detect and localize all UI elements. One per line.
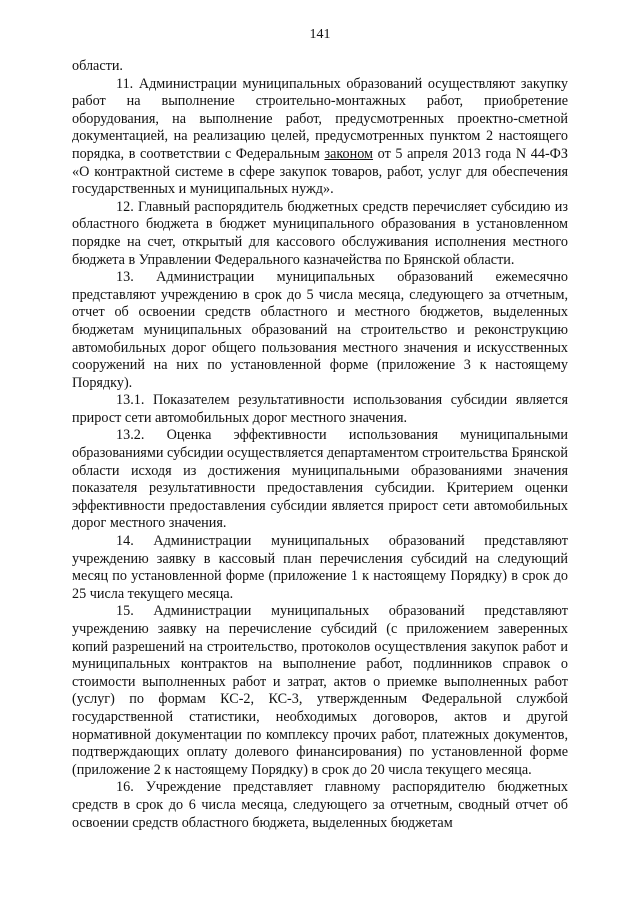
paragraph-16: 16. Учреждение представляет главному распорядителю бюджетных средств в срок до 6 числа месяца, следующего за отчетным, сводный отчет об освоении средств областного бюджета, выделенных бюджетам (72, 779, 568, 831)
paragraph-15: 15. Администрации муниципальных образований представляют учреждению заявку на перечисление субсидий (с приложением заверенных копий разрешений на строительство, протоколов осуществления закупок работ и муниципальных контрактов на выполнение работ, подлинников справок о стоимости выполненных работ и затрат, актов о приемке выполненных работ (услуг) по формам КС-2, КС-3, утвержденным Федеральной службой государственной статистики, необходимых договоров, актов и другой нормативной документации по комплексу прочих работ, платежных документов, подтверждающих оплату долевого финансирования) по установленной форме (приложение 2 к настоящему Порядку) в срок до 20 числа текущего месяца. (72, 603, 568, 778)
law-link[interactable]: законом (324, 145, 374, 162)
paragraph-14: 14. Администрации муниципальных образований представляют учреждению заявку в кассовый план перечисления субсидий на следующий месяц по установленной форме (приложение 1 к настоящему Порядку) в срок до 25 числа текущего месяца. (72, 533, 568, 602)
paragraph-11-text: 11. Администрации муниципальных образований осуществляют закупку работ на выполнение строительно-монтажных работ, приобретение оборудования, на выполнение работ, предусмотренных проектно-сметной документацией, на реализацию целей, предусмотренных пунктом 2 настоящего порядка, в соответствии с Федеральным (72, 75, 568, 162)
page-number: 141 (309, 27, 331, 42)
paragraph-13-2: 13.2. Оценка эффективности использования муниципальными образованиями субсидии осуществляется департаментом строительства Брянской области исходя из достижения муниципальными образованиями значения показателя результативности предоставления субсидии. Критерием оценки эффективности предоставления субсидии является прирост сети автомобильных дорог местного значения. (72, 427, 568, 532)
paragraph-11-tail: от 5 апреля 2013 года N 44-ФЗ «О контрактной системе в сфере закупок товаров, работ, услуг для обеспечения государственных и муниципальных нужд». (72, 145, 568, 198)
paragraph-continuation: области. (72, 58, 123, 74)
paragraph-12: 12. Главный распорядитель бюджетных средств перечисляет субсидию из областного бюджета в бюджет муниципального образования в установленном порядке на счет, открытый для кассового обслуживания исполнения местного бюджета в Управлении Федерального казначейства по Брянской области. (72, 198, 568, 268)
document-body (72, 58, 568, 832)
paragraph-13: 13. Администрации муниципальных образований ежемесячно представляют учреждению в срок до 5 числа месяца, следующего за отчетным, отчет об освоении средств областного и местного бюджетов, выделенных бюджетам муниципальных образований на строительство и реконструкцию автомобильных дорог общего пользования местного значения и искусственных сооружений на них по установленной форме (приложение 3 к настоящему Порядку). (72, 269, 568, 391)
paragraph-11 (72, 76, 568, 199)
paragraph-13-1: 13.1. Показателем результативности использования субсидии является прирост сети автомобильных дорог местного значения. (72, 392, 568, 426)
